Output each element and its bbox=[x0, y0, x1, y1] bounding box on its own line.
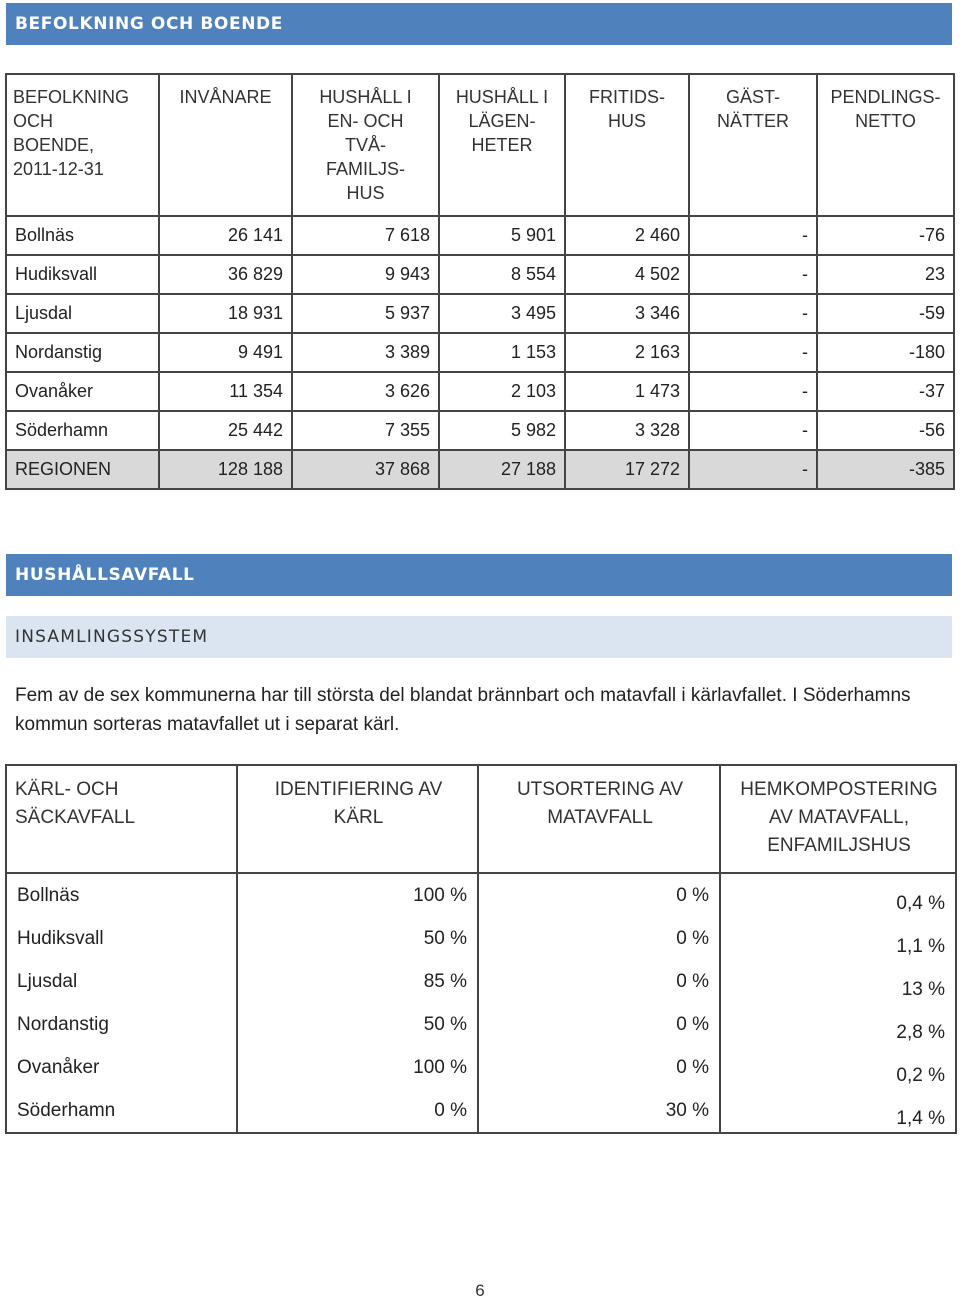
table-cell: 2,8 % bbox=[720, 1003, 956, 1046]
table-cell: 3 346 bbox=[565, 294, 689, 333]
row-label: REGIONEN bbox=[6, 450, 159, 489]
column-header: HEMKOMPOSTERING AV MATAVFALL, ENFAMILJSHUS bbox=[720, 765, 956, 873]
table-cell: 3 626 bbox=[292, 372, 439, 411]
table-cell: -56 bbox=[817, 411, 954, 450]
table-cell: 0 % bbox=[237, 1089, 478, 1133]
table-cell: 50 % bbox=[237, 1003, 478, 1046]
table-cell: 2 103 bbox=[439, 372, 565, 411]
column-header: IDENTIFIERING AV KÄRL bbox=[237, 765, 478, 873]
row-label: Ljusdal bbox=[17, 970, 78, 992]
table-row bbox=[6, 1003, 956, 1046]
column-header: GÄST- NÄTTER bbox=[689, 74, 817, 216]
table-cell: 36 829 bbox=[159, 255, 292, 294]
table-row bbox=[6, 1089, 956, 1133]
table-row bbox=[6, 1046, 956, 1089]
column-header: PENDLINGS- NETTO bbox=[817, 74, 954, 216]
page-number: 6 bbox=[475, 1281, 485, 1300]
population-table bbox=[5, 73, 955, 490]
table-cell: 100 % bbox=[237, 873, 478, 917]
table-cell: 0 % bbox=[478, 873, 720, 917]
table-row bbox=[6, 411, 954, 450]
table-row bbox=[6, 216, 954, 255]
table-cell: 0 % bbox=[478, 917, 720, 960]
table-cell: 5 901 bbox=[439, 216, 565, 255]
table-cell: 1,1 % bbox=[720, 917, 956, 960]
row-label: Söderhamn bbox=[6, 411, 159, 450]
table-cell: 26 141 bbox=[159, 216, 292, 255]
row-label: Söderhamn bbox=[17, 1099, 116, 1121]
row-label: Nordanstig bbox=[6, 333, 159, 372]
column-header: UTSORTERING AV MATAVFALL bbox=[478, 765, 720, 873]
row-label: Bollnäs bbox=[17, 884, 80, 906]
table-cell: 0 % bbox=[478, 960, 720, 1003]
table-cell: 128 188 bbox=[159, 450, 292, 489]
table-row bbox=[6, 333, 954, 372]
table-cell: 1,4 % bbox=[720, 1089, 956, 1133]
table-cell: -59 bbox=[817, 294, 954, 333]
row-label: Bollnäs bbox=[6, 216, 159, 255]
table-cell: 50 % bbox=[237, 917, 478, 960]
table-cell: 0,4 % bbox=[720, 873, 956, 917]
table-cell: - bbox=[689, 294, 817, 333]
table-cell: 7 618 bbox=[292, 216, 439, 255]
table-cell: 3 389 bbox=[292, 333, 439, 372]
table-cell: 18 931 bbox=[159, 294, 292, 333]
table-cell: 1 473 bbox=[565, 372, 689, 411]
column-header: HUSHÅLL I LÄGEN- HETER bbox=[439, 74, 565, 216]
column-header: FRITIDS- HUS bbox=[565, 74, 689, 216]
row-label: Hudiksvall bbox=[17, 927, 104, 949]
table-cell: - bbox=[689, 255, 817, 294]
table-cell: - bbox=[689, 216, 817, 255]
table-cell: 9 491 bbox=[159, 333, 292, 372]
table-cell: 7 355 bbox=[292, 411, 439, 450]
table-cell: 0,2 % bbox=[720, 1046, 956, 1089]
table-cell: 17 272 bbox=[565, 450, 689, 489]
region-total-row bbox=[6, 450, 954, 489]
table-row bbox=[6, 960, 956, 1003]
row-label: Ovanåker bbox=[6, 372, 159, 411]
row-label: Ovanåker bbox=[17, 1056, 100, 1078]
table-cell: 30 % bbox=[478, 1089, 720, 1133]
table-cell: 2 460 bbox=[565, 216, 689, 255]
column-header: HUSHÅLL I EN- OCH TVÅ- FAMILJS- HUS bbox=[292, 74, 439, 216]
body-paragraph: Fem av de sex kommunerna har till största del blandat brännbart och matavfall i kärlavfallet. I Söderhamns kommun sorteras matavfallet ut i separat kärl. bbox=[15, 685, 911, 735]
table-cell: 1 153 bbox=[439, 333, 565, 372]
column-header: INVÅNARE bbox=[159, 74, 292, 216]
table-cell: 25 442 bbox=[159, 411, 292, 450]
table-cell: 85 % bbox=[237, 960, 478, 1003]
table-cell: 100 % bbox=[237, 1046, 478, 1089]
row-label: Ljusdal bbox=[6, 294, 159, 333]
table-cell: - bbox=[689, 450, 817, 489]
table-cell: 3 328 bbox=[565, 411, 689, 450]
table-cell: 27 188 bbox=[439, 450, 565, 489]
row-label: Hudiksvall bbox=[6, 255, 159, 294]
subsection-title-insamlingssystem: INSAMLINGSSYSTEM bbox=[6, 616, 952, 658]
table-cell: - bbox=[689, 333, 817, 372]
table-cell: -180 bbox=[817, 333, 954, 372]
table-cell: 5 937 bbox=[292, 294, 439, 333]
table-row bbox=[6, 917, 956, 960]
table-row bbox=[6, 255, 954, 294]
table-cell: 13 % bbox=[720, 960, 956, 1003]
column-header: KÄRL- OCH SÄCKAVFALL bbox=[6, 765, 237, 873]
table-row bbox=[6, 294, 954, 333]
waste-collection-table bbox=[5, 764, 957, 1134]
table-cell: -37 bbox=[817, 372, 954, 411]
table-cell: 11 354 bbox=[159, 372, 292, 411]
table-cell: 8 554 bbox=[439, 255, 565, 294]
table-cell: -385 bbox=[817, 450, 954, 489]
table-cell: 4 502 bbox=[565, 255, 689, 294]
table-cell: 23 bbox=[817, 255, 954, 294]
table-cell: -76 bbox=[817, 216, 954, 255]
table-cell: 3 495 bbox=[439, 294, 565, 333]
table-cell: 9 943 bbox=[292, 255, 439, 294]
table-row bbox=[6, 873, 956, 917]
table-row bbox=[6, 372, 954, 411]
table-cell: - bbox=[689, 411, 817, 450]
row-label: Nordanstig bbox=[17, 1013, 109, 1035]
table-cell: 2 163 bbox=[565, 333, 689, 372]
table-cell: 37 868 bbox=[292, 450, 439, 489]
section-title-hushallsavfall: HUSHÅLLSAVFALL bbox=[6, 554, 952, 596]
section-title-befolkning: BEFOLKNING OCH BOENDE bbox=[6, 3, 952, 45]
table-cell: 0 % bbox=[478, 1046, 720, 1089]
column-header: BEFOLKNING OCH BOENDE, 2011-12-31 bbox=[6, 74, 159, 216]
table-cell: - bbox=[689, 372, 817, 411]
table-cell: 0 % bbox=[478, 1003, 720, 1046]
table-cell: 5 982 bbox=[439, 411, 565, 450]
